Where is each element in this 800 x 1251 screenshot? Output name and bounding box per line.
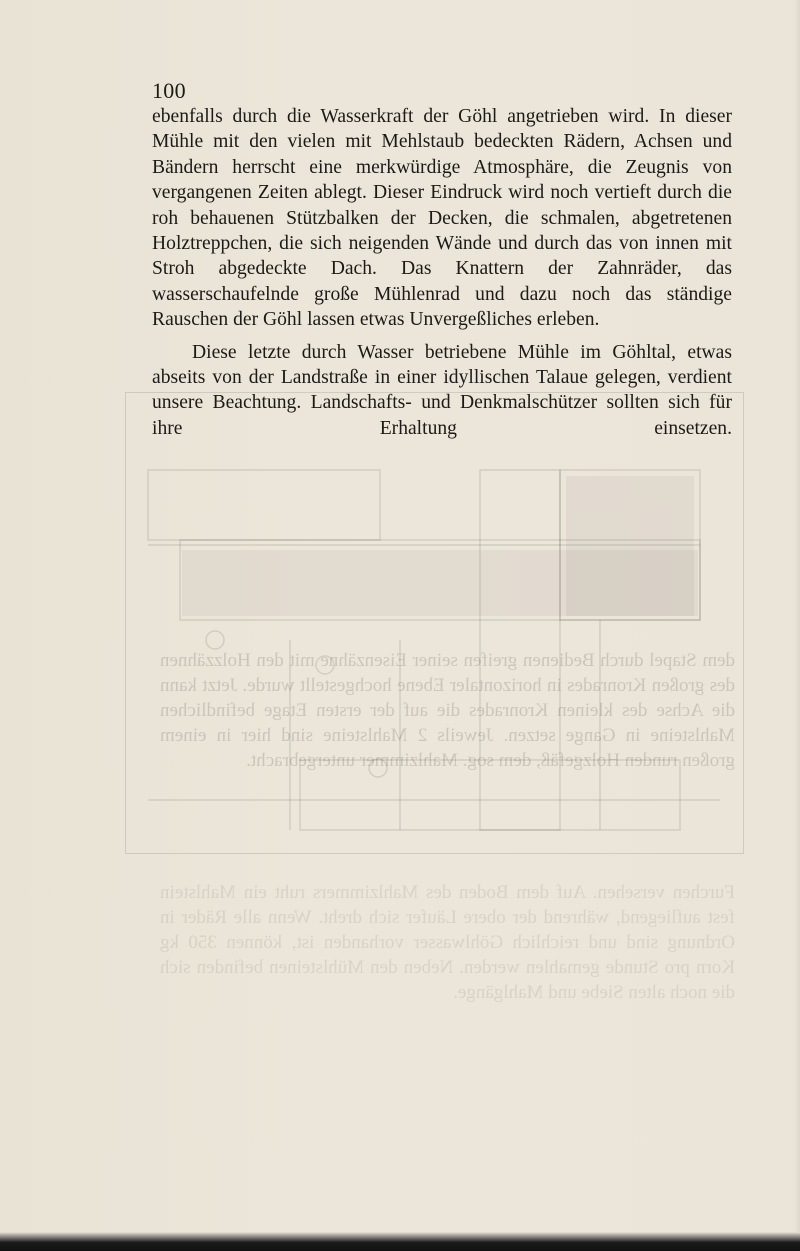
show-through-text-upper: dem Stapel durch Bedienen greifen seiner Eisenzähne mit den Holzzähnen des großen Kronrades in horizontaler Ebene hochgestellt wurde. Jetzt kann die Achse des kleinen Kronrades die auf der ersten Etage befindlichen Mahlsteine in Gange setzen. Jeweils 2 Mahlsteine sind hier in einem großen runden Holzgefäß, dem sog. Mahlzimmer untergebracht.: [160, 650, 735, 771]
body-text: [152, 104, 732, 441]
scan-bottom-edge: [0, 1232, 800, 1251]
paragraph: Diese letzte durch Wasser betriebene Mühle im Göhltal, etwas abseits von der Landstraße in einer idyllischen Talaue gelegen, verdient unsere Beachtung. Landschafts- und Denkmalschützer sollten sich für ihre Erhaltung einsetzen.: [152, 341, 732, 439]
paragraph: ebenfalls durch die Wasserkraft der Göhl angetrieben wird. In dieser Mühle mit den vielen mit Mehlstaub bedeckten Rädern, Achsen und Bändern herrscht eine merkwürdige Atmosphäre, die Zeugnis von vergangenen Zeiten ablegt. Dieser Eindruck wird noch vertieft durch die roh behauenen Stützbalken der Decken, die schmalen, abgetretenen Holztreppchen, die sich neigenden Wände und durch das von innen mit Stroh abgedeckte Dach. Das Knattern der Zahnräder, das wasserschaufelnde große Mühlenrad und dazu noch das ständige Rauschen der Göhl lassen etwas Unvergeßliches erleben.: [152, 106, 732, 331]
show-through-text-lower: Furchen versehen. Auf dem Boden des Mahlzimmers ruht ein Mahlstein fest aufliegend, während der obere Läufer sich dreht. Wenn alle Räder in Ordnung sind und reichlich Göhlwasser vorhanden ist, können 350 kg Korn pro Stunde gemahlen werden. Neben den Mühlsteinen befinden sich die noch alten Siebe und Mahlgänge.: [160, 882, 735, 1003]
page-number: 100: [152, 78, 186, 103]
show-through-figure-frame: [125, 392, 744, 854]
page-shadow-edge: [794, 0, 800, 1251]
